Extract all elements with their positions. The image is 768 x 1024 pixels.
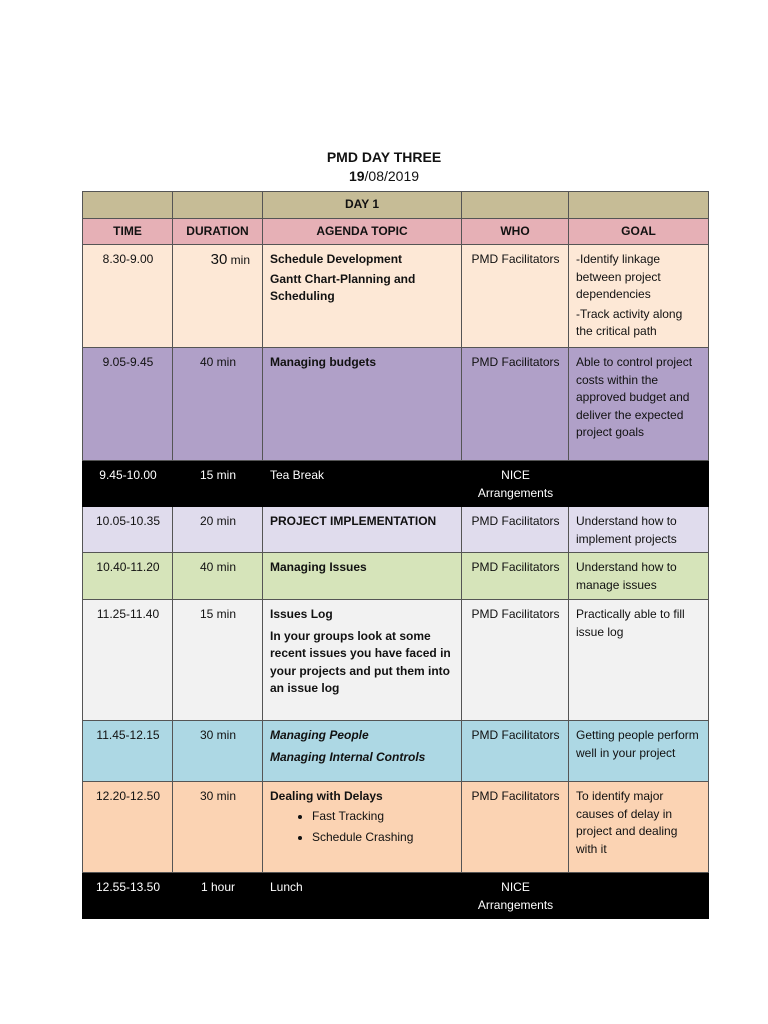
table-header-row [83,218,709,245]
time-cell: 9.05-9.45 [83,348,173,461]
goal-cell [569,507,709,553]
time-cell: 11.25-11.40 [83,600,173,721]
table-row [83,507,709,553]
who-cell: NICE Arrangements [462,461,569,507]
topic-cell [263,245,462,348]
goal-line: Understand how to manage issues [576,560,677,592]
who-cell: PMD Facilitators [462,507,569,553]
duration-cell: 15 min [173,600,263,721]
goal-cell [569,461,709,507]
topic-cell [263,553,462,600]
topic-bullet: • Schedule Crashing [312,829,455,847]
day-row-cell-empty-2 [173,192,263,219]
who-cell: PMD Facilitators [462,348,569,461]
time-cell: 12.20-12.50 [83,782,173,873]
topic-title: Issues Log [270,607,333,621]
topic-title: Schedule Development [270,252,403,266]
duration-cell: 20 min [173,507,263,553]
document-header [0,148,768,186]
goal-line: Getting people perform well in your project [576,728,699,760]
column-header-agenda-topic: AGENDA TOPIC [263,218,462,245]
topic-cell [263,873,462,919]
topic-title: Tea Break [270,468,325,482]
table-row [83,348,709,461]
goal-line: Practically able to fill issue log [576,607,685,639]
table-row [83,873,709,919]
topic-title: Dealing with Delays [270,789,383,803]
table-row [83,600,709,721]
who-cell: PMD Facilitators [462,782,569,873]
duration-unit: min [227,253,250,267]
who-cell: PMD Facilitators [462,721,569,782]
column-header-time: TIME [83,218,173,245]
duration-cell: 40 min [173,553,263,600]
column-header-goal: GOAL [569,218,709,245]
topic-subtitle: Managing Internal Controls [270,749,426,764]
goal-cell [569,873,709,919]
topic-bullet: • Fast Tracking [312,808,455,826]
topic-title: Lunch [270,880,303,894]
day-row [83,192,709,219]
topic-title: Managing budgets [270,355,376,369]
goal-cell [569,782,709,873]
who-cell: PMD Facilitators [462,553,569,600]
who-cell: PMD Facilitators [462,245,569,348]
duration-number: 30 [210,251,228,268]
goal-cell [569,245,709,348]
topic-cell [263,721,462,782]
duration-cell [173,245,263,348]
time-cell: 11.45-12.15 [83,721,173,782]
topic-cell [263,348,462,461]
table-row [83,782,709,873]
goal-line: -Identify linkage between project dependencies [576,252,661,301]
day-row-cell-empty-4 [569,192,709,219]
day-row-cell-empty-3 [462,192,569,219]
topic-cell [263,782,462,873]
goal-line: Able to control project costs within the approved budget and deliver the expected project goals [576,355,693,439]
document-title: PMD DAY THREE [326,149,442,165]
table-row [83,461,709,507]
topic-title: Managing Issues [270,560,367,574]
time-cell: 9.45-10.00 [83,461,173,507]
duration-cell: 30 min [173,782,263,873]
goal-line: -Track activity along the critical path [576,306,683,338]
time-cell: 10.05-10.35 [83,507,173,553]
who-cell: PMD Facilitators [462,600,569,721]
who-cell: NICE Arrangements [462,873,569,919]
topic-subtitle: Gantt Chart-Planning and Scheduling [270,271,416,303]
agenda-table [82,191,709,919]
topic-cell [263,507,462,553]
date-day: 19 [348,168,365,184]
goal-line: To identify major causes of delay in project and dealing with it [576,789,678,856]
day-label: DAY 1 [263,192,462,219]
topic-bullet-list [270,808,455,847]
duration-cell: 40 min [173,348,263,461]
time-cell: 8.30-9.00 [83,245,173,348]
duration-cell: 1 hour [173,873,263,919]
topic-title: PROJECT IMPLEMENTATION [270,514,437,528]
table-row [83,721,709,782]
goal-line: Understand how to implement projects [576,514,677,546]
topic-subtitle: In your groups look at some recent issues you have faced in your projects and put them into an issue log [270,628,451,695]
topic-title: Managing People [270,728,369,742]
table-row [83,553,709,600]
date-month-year: /08/2019 [364,168,420,184]
day-row-cell-empty-1 [83,192,173,219]
topic-cell [263,461,462,507]
document-date [0,166,768,186]
topic-cell [263,600,462,721]
goal-cell [569,600,709,721]
column-header-duration: DURATION [173,218,263,245]
goal-cell [569,553,709,600]
goal-cell [569,721,709,782]
table-row [83,245,709,348]
goal-cell [569,348,709,461]
duration-cell: 15 min [173,461,263,507]
column-header-who: WHO [462,218,569,245]
duration-cell: 30 min [173,721,263,782]
time-cell: 12.55-13.50 [83,873,173,919]
time-cell: 10.40-11.20 [83,553,173,600]
